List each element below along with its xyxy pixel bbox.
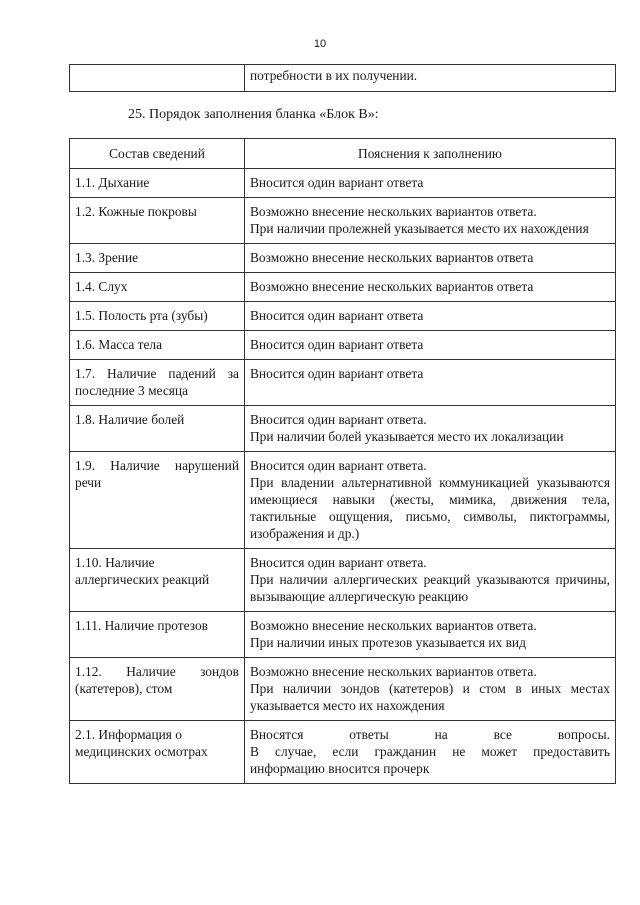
explanation-line: Вносится один вариант ответа. [250,412,427,427]
table-row [70,302,616,331]
explanation-line: Возможно внесение нескольких вариантов ответа [250,279,534,294]
explanation-cell [245,360,616,406]
explanation-line: Вносится один вариант ответа. [250,555,427,570]
explanation-line: При наличии болей указывается место их локализации [250,429,564,444]
explanation-line: Вносится один вариант ответа [250,366,424,381]
table-row [70,549,616,612]
explanation-cell [245,452,616,549]
column-header: Пояснения к заполнению [245,139,616,169]
explanation-line: Вносится один вариант ответа. [250,458,427,473]
table-cell: потребности в их получении. [245,65,616,92]
table-row [70,331,616,360]
table-row [70,169,616,198]
explanation-line: Возможно внесение нескольких вариантов ответа. [250,664,537,679]
explanation-line: Вносится один вариант ответа [250,337,424,352]
explanation-line: Возможно внесение нескольких вариантов ответа [250,250,534,265]
item-cell: 1.5. Полость рта (зубы) [70,302,245,331]
explanation-cell [245,658,616,721]
explanation-cell [245,169,616,198]
item-cell: 1.10. Наличие аллергических реакций [70,549,245,612]
section-heading: 25. Порядок заполнения бланка «Блок В»: [128,107,379,122]
item-cell: 1.1. Дыхание [70,169,245,198]
explanation-line: Вносится один вариант ответа [250,308,424,323]
explanation-cell [245,198,616,244]
page-number: 10 [313,38,327,50]
explanation-cell [245,406,616,452]
block-v-table [69,138,616,784]
explanation-cell [245,244,616,273]
explanation-cell [245,612,616,658]
table-row [70,360,616,406]
table-row [70,65,616,92]
item-cell: 1.9. Наличие нарушений речи [70,452,245,549]
item-cell: 2.1. Информация о медицинских осмотрах [70,721,245,784]
table-row [70,198,616,244]
explanation-cell [245,721,616,784]
explanation-line: При наличии иных протезов указывается их вид [250,635,526,650]
item-cell: 1.8. Наличие болей [70,406,245,452]
explanation-line: Возможно внесение нескольких вариантов ответа. [250,204,537,219]
item-cell: 1.7. Наличие падений за последние 3 месяца [70,360,245,406]
explanation-line: Вносится один вариант ответа [250,175,424,190]
explanation-cell [245,331,616,360]
explanation-line: Вносятся ответы на все вопросы. [250,727,610,742]
table-row [70,721,616,784]
table-header-row [70,139,616,169]
explanation-cell [245,549,616,612]
item-cell: 1.12. Наличие зондов (катетеров), стом [70,658,245,721]
item-cell: 1.6. Масса тела [70,331,245,360]
item-cell: 1.3. Зрение [70,244,245,273]
explanation-cell [245,273,616,302]
explanation-line: При наличии пролежней указывается место их нахождения [250,221,589,236]
table-cell [70,65,245,92]
table-row [70,612,616,658]
item-cell: 1.2. Кожные покровы [70,198,245,244]
explanation-line: Возможно внесение нескольких вариантов ответа. [250,618,537,633]
item-cell: 1.4. Слух [70,273,245,302]
table-row [70,452,616,549]
table-row [70,658,616,721]
explanation-line: При наличии аллергических реакций указываются причины, вызывающие аллергическую реакцию [250,572,610,604]
explanation-line: При владении альтернативной коммуникацией указываются имеющиеся навыки (жесты, мимика, движения тела, тактильные ощущения, письмо, символы, пиктограммы, изображения и др.) [250,475,610,541]
table-row [70,273,616,302]
explanation-line: В случае, если гражданин не может предоставить информацию вносится прочерк [250,744,610,776]
item-cell: 1.11. Наличие протезов [70,612,245,658]
table-row [70,406,616,452]
explanation-cell [245,302,616,331]
column-header: Состав сведений [70,139,245,169]
explanation-line: При наличии зондов (катетеров) и стом в иных местах указывается место их нахождения [250,681,610,713]
table-row [70,244,616,273]
previous-table-fragment [69,64,616,92]
